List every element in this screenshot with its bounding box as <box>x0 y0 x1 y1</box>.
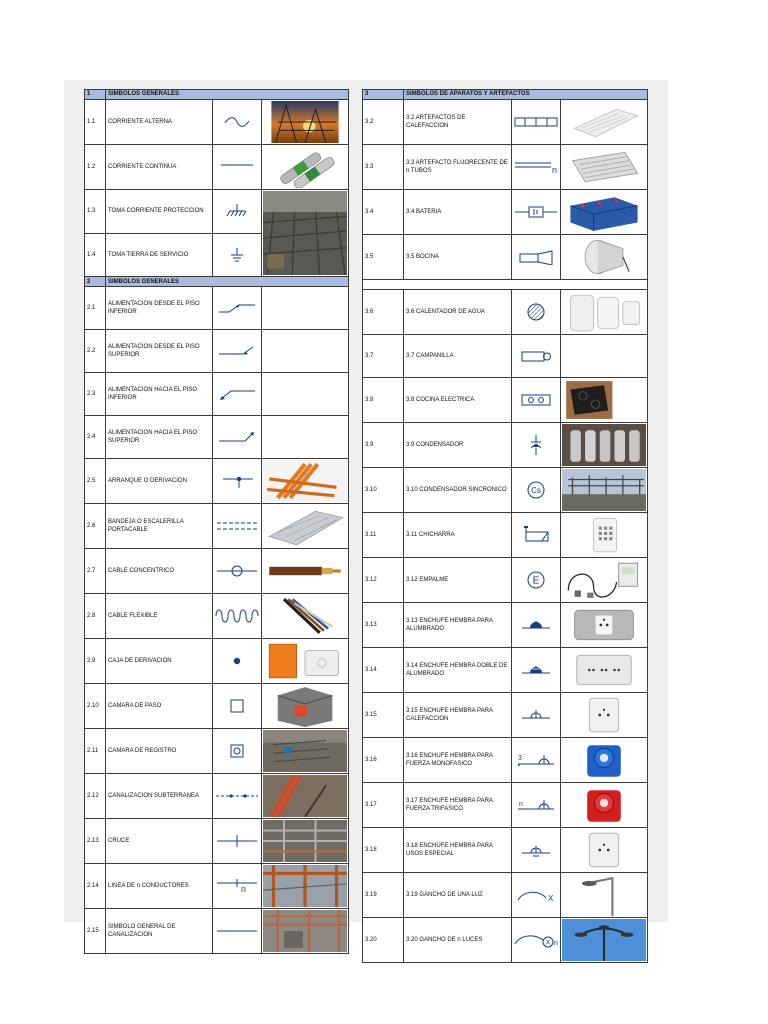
row-description: LINEA DE n CONDUCTORES <box>106 864 213 909</box>
x-label: X <box>548 894 554 903</box>
heating-device-icon <box>512 100 561 145</box>
pass-chamber-square-icon <box>213 684 262 729</box>
junction-boxes-photo <box>262 639 349 684</box>
batteries-photo <box>262 145 349 190</box>
row-description: CABLE FLEXIBLE <box>106 594 213 639</box>
splice-symbol-icon <box>512 558 561 603</box>
row-description: 3.5 BOCINA <box>404 235 512 280</box>
blue-industrial-socket-photo <box>561 738 648 783</box>
row-number: 1.1 <box>85 100 106 145</box>
junction-box-dot-icon <box>213 639 262 684</box>
tilde-symbol-icon <box>213 100 262 145</box>
branch-junction-icon <box>213 459 262 504</box>
row-number: 2.15 <box>85 909 106 954</box>
row-number: 3.3 <box>363 145 404 190</box>
battery-symbol-icon <box>512 190 561 235</box>
row-description: 3.18 ENCHUFE HEMBRA PARA USOS ESPECIAL <box>404 828 512 873</box>
row-description: ALIMENTACION DESDE EL PISO SUPERIOR <box>106 330 213 373</box>
row-description: CORRIENTE ALTERNA <box>106 100 213 145</box>
row-description: 3.12 EMPALME <box>404 558 512 603</box>
section-number: 3 <box>363 90 404 100</box>
table-row <box>363 468 648 513</box>
feed-from-upper-floor-icon <box>213 330 262 373</box>
table-row <box>85 774 349 819</box>
socket-photo <box>561 603 648 648</box>
underground-duct-icon <box>213 774 262 819</box>
buzzer-device-photo <box>561 513 648 558</box>
row-description: TOMA CORRIENTE PROTECCION <box>106 190 213 234</box>
table-row <box>363 693 648 738</box>
table-row <box>363 873 648 918</box>
row-number: 3.2 <box>363 100 404 145</box>
water-heater-symbol-icon <box>512 290 561 335</box>
row-description: 3.8 COCINA ELECTRICA <box>404 378 512 423</box>
row-number: 3.15 <box>363 693 404 738</box>
row-description: 3.9 CONDENSADOR <box>404 423 512 468</box>
special-use-socket-icon <box>512 828 561 873</box>
row-description: CAJA DE DERIVACION <box>106 639 213 684</box>
table-row <box>85 729 349 774</box>
row-number: 2.1 <box>85 287 106 330</box>
table-row <box>85 100 349 145</box>
phase-3-label: 3 <box>518 755 522 762</box>
general-duct-line-icon <box>213 909 262 954</box>
three-phase-power-socket-icon <box>512 783 561 828</box>
single-phase-power-socket-icon <box>512 738 561 783</box>
table-row <box>85 190 349 234</box>
bell-symbol-icon <box>512 335 561 378</box>
row-description: 3.17 ENCHUFE HEMBRA PARA FUERZA TRIFASICO <box>404 783 512 828</box>
table-row <box>363 918 648 963</box>
pass-chamber-photo <box>262 684 349 729</box>
row-number: 3.12 <box>363 558 404 603</box>
row-description: CABLE CONCENTRICO <box>106 549 213 594</box>
table-row <box>85 416 349 459</box>
multi-lamp-pole-photo <box>561 918 648 963</box>
cable-tray-symbol-icon <box>213 504 262 549</box>
register-chamber-icon <box>213 729 262 774</box>
crossing-conduit-photo <box>262 819 349 864</box>
row-number: 3.16 <box>363 738 404 783</box>
table-row <box>85 684 349 729</box>
table-row <box>363 190 648 235</box>
row-number: 2.4 <box>85 416 106 459</box>
cs-label: Cs <box>531 486 541 495</box>
section-3-header <box>363 90 648 100</box>
table-row <box>85 330 349 373</box>
row-description: CAMARA DE PASO <box>106 684 213 729</box>
row-number: 3.14 <box>363 648 404 693</box>
cooktop-photo <box>561 378 648 423</box>
multi-light-hook-icon <box>512 918 561 963</box>
x-label: X <box>545 939 551 947</box>
row-description: CORRIENTE CONTINUA <box>106 145 213 190</box>
table-row <box>363 828 648 873</box>
line-symbol-icon <box>213 145 262 190</box>
horn-symbol-icon <box>512 235 561 280</box>
table-row <box>85 909 349 954</box>
section-1-header <box>85 90 349 100</box>
flexible-cable-photo <box>262 594 349 639</box>
capacitor-bank-photo <box>561 423 648 468</box>
table-row <box>85 459 349 504</box>
section-number: 1 <box>85 90 106 100</box>
electric-stove-symbol-icon <box>512 378 561 423</box>
battery-bank-photo <box>561 190 648 235</box>
row-description: ALIMENTACION HACIA EL PISO SUPERIOR <box>106 416 213 459</box>
row-description: ALIMENTACION DESDE EL PISO INFERIOR <box>106 287 213 330</box>
row-number: 3.5 <box>363 235 404 280</box>
table-row <box>85 504 349 549</box>
row-description: ARRANQUE O DERIVACION <box>106 459 213 504</box>
concentric-cable-icon <box>213 549 262 594</box>
row-number: 2.13 <box>85 819 106 864</box>
street-lamp-photo <box>561 873 648 918</box>
row-number: 2.12 <box>85 774 106 819</box>
row-description: 3.19 GANCHO DE UNA LUZ <box>404 873 512 918</box>
table-row <box>85 287 349 330</box>
row-number: 2.3 <box>85 373 106 416</box>
row-number: 2.2 <box>85 330 106 373</box>
section-title: SIMBOLOS GENERALES <box>106 277 349 287</box>
row-number: 3.13 <box>363 603 404 648</box>
feed-to-upper-floor-icon <box>213 416 262 459</box>
row-number: 2.14 <box>85 864 106 909</box>
row-description: 3.16 ENCHUFE HEMBRA PARA FUERZA MONOFASICO <box>404 738 512 783</box>
fluorescent-tubes-icon <box>512 145 561 190</box>
row-number: 3.4 <box>363 190 404 235</box>
table-row <box>85 145 349 190</box>
duct-structure-photo <box>262 909 349 954</box>
row-number: 3.20 <box>363 918 404 963</box>
empty-image-cell <box>262 330 349 373</box>
flexible-cable-icon <box>213 594 262 639</box>
table-row <box>363 648 648 693</box>
n-label: n <box>554 940 558 947</box>
empty-image-cell <box>262 416 349 459</box>
construction-site-photo <box>262 190 349 277</box>
conductor-frame-photo <box>262 864 349 909</box>
heater-photo <box>561 100 648 145</box>
row-description: 3.11 CHICHARRA <box>404 513 512 558</box>
row-description: CAMARA DE REGISTRO <box>106 729 213 774</box>
cable-tray-orange-photo <box>262 459 349 504</box>
feed-to-lower-floor-icon <box>213 373 262 416</box>
table-row <box>85 864 349 909</box>
ground-protection-icon <box>213 190 262 234</box>
fluorescent-fixture-photo <box>561 145 648 190</box>
row-description: 3.4 BATERIA <box>404 190 512 235</box>
table-row <box>85 819 349 864</box>
n-label: n <box>519 801 523 808</box>
empty-image-cell <box>262 287 349 330</box>
table-row <box>363 558 648 603</box>
separator-cell <box>363 280 648 290</box>
row-number: 1.4 <box>85 233 106 277</box>
row-number: 3.8 <box>363 378 404 423</box>
table-row <box>85 639 349 684</box>
substation-photo <box>561 468 648 513</box>
row-description: TOMA TIERRA DE SERVICIO <box>106 233 213 277</box>
table-row <box>363 513 648 558</box>
table-row <box>363 603 648 648</box>
power-lines-photo <box>262 100 349 145</box>
table-row <box>363 145 648 190</box>
red-industrial-socket-photo <box>561 783 648 828</box>
register-chamber-photo <box>262 729 349 774</box>
row-number: 3.9 <box>363 423 404 468</box>
empty-image-cell <box>262 373 349 416</box>
row-number: 2.7 <box>85 549 106 594</box>
feed-from-lower-floor-icon <box>213 287 262 330</box>
coax-cable-photo <box>262 549 349 594</box>
n-label: n <box>552 165 558 175</box>
section-number: 2 <box>85 277 106 287</box>
special-socket-photo <box>561 828 648 873</box>
table-row <box>85 594 349 639</box>
right-symbols-table <box>362 89 648 963</box>
row-description: SIMBOLO GENERAL DE CANALIZACION <box>106 909 213 954</box>
double-lighting-socket-icon <box>512 648 561 693</box>
n-label: n <box>241 884 247 895</box>
row-description: 3.7 CAMPANILLA <box>404 335 512 378</box>
row-number: 2.10 <box>85 684 106 729</box>
row-number: 2.5 <box>85 459 106 504</box>
section-2-header <box>85 277 349 287</box>
table-row <box>85 549 349 594</box>
table-row <box>363 235 648 280</box>
water-heater-photo <box>561 290 648 335</box>
row-number: 1.2 <box>85 145 106 190</box>
earth-symbol-icon <box>213 233 262 277</box>
heating-socket-photo <box>561 693 648 738</box>
crossing-icon <box>213 819 262 864</box>
table-row <box>363 783 648 828</box>
service-entrance-kit-photo <box>561 558 648 603</box>
double-socket-photo <box>561 648 648 693</box>
table-row <box>363 738 648 783</box>
table-row <box>363 100 648 145</box>
row-description: BANDEJA O ESCALERILLA PORTACABLE <box>106 504 213 549</box>
n-conductors-line-icon <box>213 864 262 909</box>
table-row <box>85 373 349 416</box>
row-description: 3.10 CONDENSADOR SINCRONICO <box>404 468 512 513</box>
buzzer-symbol-icon <box>512 513 561 558</box>
table-row <box>363 335 648 378</box>
e-label: E <box>532 575 540 587</box>
underground-duct-photo <box>262 774 349 819</box>
lighting-socket-symbol-icon <box>512 603 561 648</box>
row-number: 3.11 <box>363 513 404 558</box>
row-number: 3.17 <box>363 783 404 828</box>
left-symbols-table <box>84 89 349 954</box>
row-number: 2.11 <box>85 729 106 774</box>
row-description: 3.14 ENCHUFE HEMBRA DOBLE DE ALUMBRADO <box>404 648 512 693</box>
row-description: 3.13 ENCHUFE HEMBRA PARA ALUMBRADO <box>404 603 512 648</box>
empty-image-cell <box>561 335 648 378</box>
capacitor-symbol-icon <box>512 423 561 468</box>
row-number: 3.6 <box>363 290 404 335</box>
metal-tray-photo <box>262 504 349 549</box>
horn-speaker-photo <box>561 235 648 280</box>
row-number: 2.6 <box>85 504 106 549</box>
synchronous-capacitor-icon <box>512 468 561 513</box>
row-description: 3.3 ARTEFACTO FLUORECENTE DE n TUBOS <box>404 145 512 190</box>
table-row <box>363 378 648 423</box>
row-description: ALIMENTACION HACIA EL PISO INFERIOR <box>106 373 213 416</box>
single-light-hook-icon <box>512 873 561 918</box>
row-description: 3.20 GANCHO DE n LUCES <box>404 918 512 963</box>
section-title: SIMBOLOS DE APARATOS Y ARTEFACTOS <box>404 90 648 100</box>
row-number: 3.18 <box>363 828 404 873</box>
row-description: CANALIZACION SUBTERRANEA <box>106 774 213 819</box>
row-number: 3.19 <box>363 873 404 918</box>
row-description: CRUCE <box>106 819 213 864</box>
separator-row <box>363 280 648 290</box>
row-number: 2.8 <box>85 594 106 639</box>
table-row <box>363 423 648 468</box>
row-number: 2.9 <box>85 639 106 684</box>
row-number: 3.10 <box>363 468 404 513</box>
table-row <box>363 290 648 335</box>
heating-socket-symbol-icon <box>512 693 561 738</box>
row-number: 3.7 <box>363 335 404 378</box>
row-number: 1.3 <box>85 190 106 234</box>
row-description: 3.15 ENCHUFE HEMBRA PARA CALEFACCION <box>404 693 512 738</box>
section-title: SIMBOLOS GENERALES <box>106 90 349 100</box>
row-description: 3.2 ARTEFACTOS DE CALEFACCION <box>404 100 512 145</box>
row-description: 3.6 CALENTADOR DE AGUA <box>404 290 512 335</box>
